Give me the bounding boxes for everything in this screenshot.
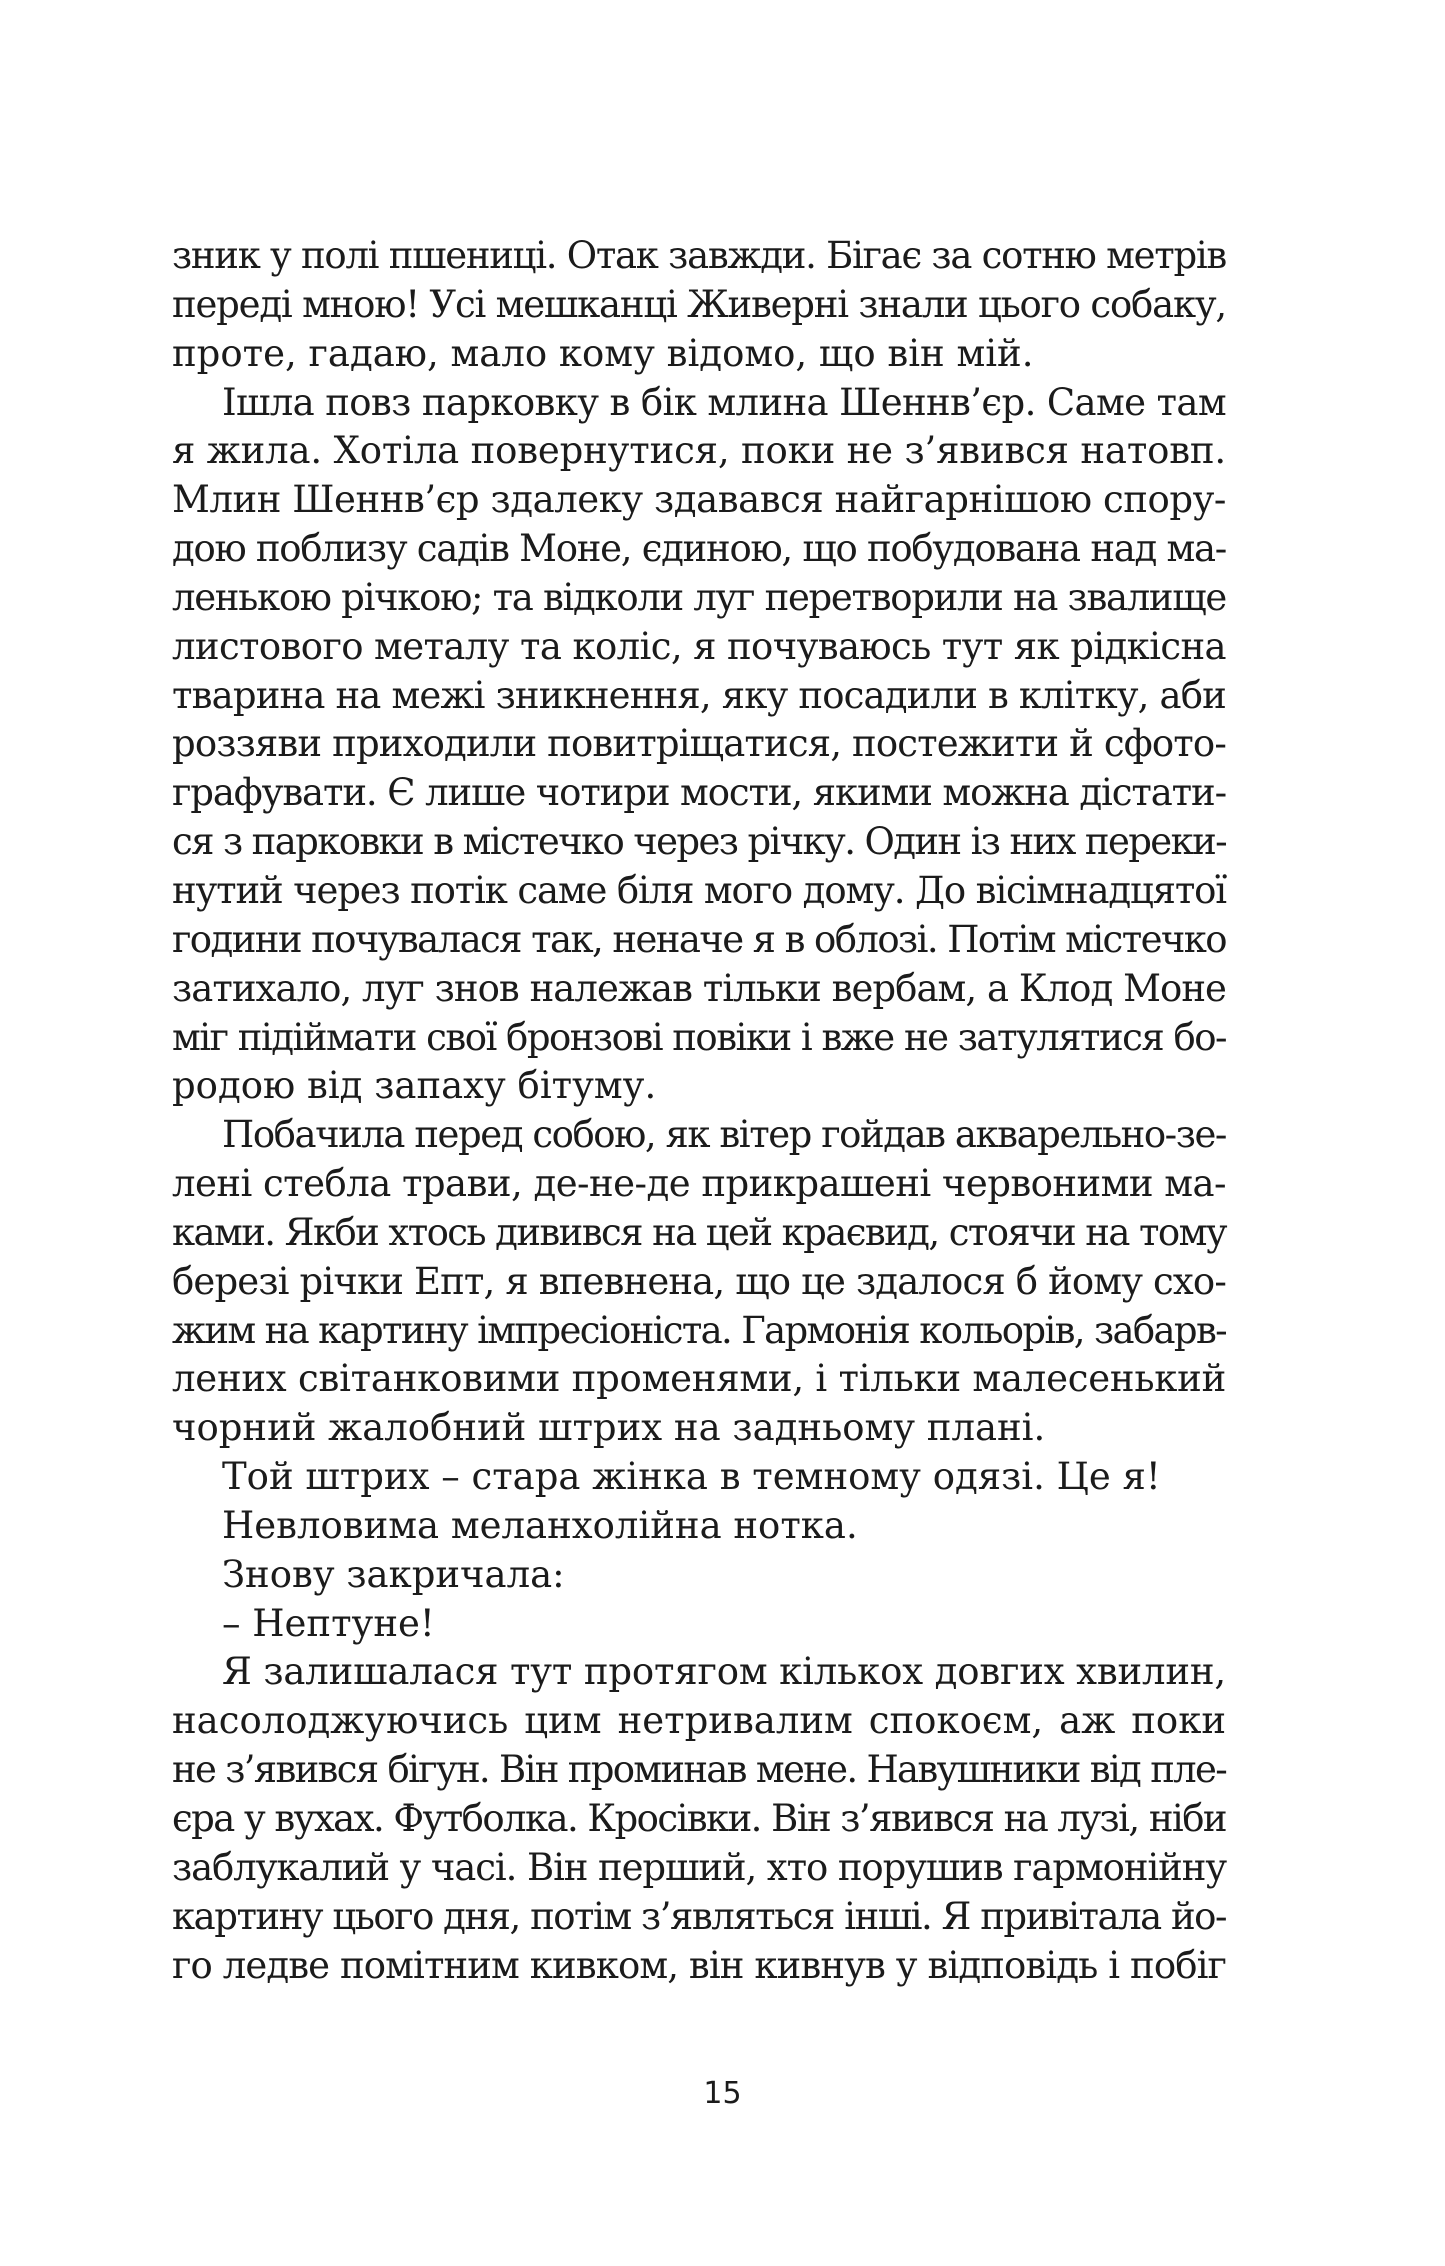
body-text bbox=[172, 232, 1226, 1990]
text-line: Я залишалася тут протягом кількох довгих хвилин, bbox=[222, 1650, 1227, 1694]
text-line: березі річки Епт, я впевнена, що це здалося б йому схо- bbox=[172, 1259, 1226, 1303]
text-line: години почувалася так, неначе я в облозі. Потім містечко bbox=[172, 917, 1226, 961]
text-line: міг підіймати свої бронзові повіки і вже не затулятися бо- bbox=[172, 1015, 1226, 1059]
text-line: лених світанковими променями, і тільки малесенький bbox=[172, 1357, 1227, 1401]
page-number: 15 bbox=[703, 2076, 742, 2111]
text-line: ками. Якби хтось дивився на цей краєвид, стоячи на тому bbox=[172, 1210, 1226, 1254]
text-line: зник у полі пшениці. Отак завжди. Бігає за сотню метрів bbox=[172, 234, 1226, 277]
text-line: лені стебла трави, де-не-де прикрашені червоними ма- bbox=[172, 1162, 1226, 1206]
text-line: дою поблизу садів Моне, єдиною, що побудована над ма- bbox=[172, 527, 1226, 571]
text-line: ся з парковки в містечко через річку. Один із них переки- bbox=[172, 820, 1226, 864]
text-line: жим на картину імпресіоніста. Гармонія кольорів, забарв- bbox=[172, 1308, 1226, 1352]
text-line: родою від запаху бітуму. bbox=[172, 1064, 657, 1108]
text-line: Той штрих – стара жінка в темному одязі. Це я! bbox=[222, 1455, 1161, 1499]
text-line: Знову закричала: bbox=[222, 1552, 565, 1596]
text-line: я жила. Хотіла повернутися, поки не з’явився натовп. bbox=[172, 429, 1226, 473]
text-line: нутий через потік саме біля мого дому. До вісімнадцятої bbox=[172, 868, 1226, 912]
text-line: ленькою річкою; та відколи луг перетворили на звалище bbox=[172, 575, 1226, 619]
text-line: переді мною! Усі мешканці Живерні знали цього собаку, bbox=[172, 282, 1226, 326]
text-line: Невловима меланхолійна нотка. bbox=[222, 1503, 858, 1547]
text-line: картину цього дня, потім з’являться інші. Я привітала йо- bbox=[172, 1894, 1226, 1938]
text-line: листового металу та коліс, я почуваюсь тут як рідкісна bbox=[172, 624, 1226, 668]
text-line: – Нептуне! bbox=[222, 1601, 435, 1645]
text-line: Млин Шеннв’єр здалеку здавався найгарнішою спору- bbox=[172, 478, 1226, 522]
text-line: не з’явився бігун. Він проминав мене. Навушники від пле- bbox=[172, 1748, 1227, 1792]
text-line: графувати. Є лише чотири мости, якими можна дістати- bbox=[172, 771, 1226, 815]
text-line: тварина на межі зникнення, яку посадили в клітку, аби bbox=[172, 673, 1226, 717]
text-line: затихало, луг знов належав тільки вербам, а Клод Моне bbox=[172, 966, 1226, 1010]
text-line: єра у вухах. Футболка. Кросівки. Він з’явився на лузі, ніби bbox=[172, 1797, 1226, 1840]
text-line: проте, гадаю, мало кому відомо, що він мій. bbox=[172, 331, 1034, 375]
text-line: заблукалий у часі. Він перший, хто порушив гармонійну bbox=[172, 1845, 1226, 1889]
text-line: Ішла повз парковку в бік млина Шеннв’єр. Саме там bbox=[222, 380, 1226, 424]
text-line: чорний жалобний штрих на задньому плані. bbox=[172, 1406, 1046, 1450]
text-line: роззяви приходили повитріщатися, постежити й сфото- bbox=[172, 722, 1226, 766]
text-line: го ледве помітним кивком, він кивнув у відповідь і побіг bbox=[172, 1943, 1226, 1987]
text-line: насолоджуючись цим нетривалим спокоєм, аж поки bbox=[172, 1699, 1226, 1743]
text-line: Побачила перед собою, як вітер гойдав акварельно-зе- bbox=[222, 1113, 1226, 1157]
